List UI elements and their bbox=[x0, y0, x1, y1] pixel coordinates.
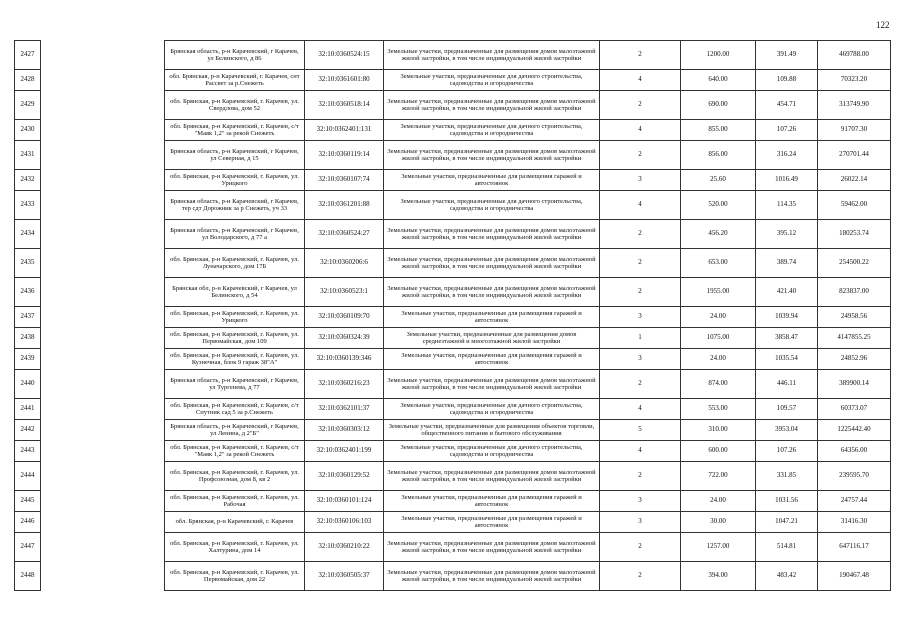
blank-cell bbox=[41, 399, 165, 420]
cadastral-value-cell: 469788.00 bbox=[818, 41, 891, 70]
group-cell: 3 bbox=[600, 349, 681, 370]
land-purpose-cell: Земельные участки, предназначенные для размещения домов малоэтажной жилой застройки, в том числе индивидуальной жилой застройки bbox=[384, 278, 600, 307]
cadastral-number-cell: 32:10:0360129:52 bbox=[305, 462, 384, 491]
group-cell: 3 bbox=[600, 170, 681, 191]
address-cell: Брянская область, р-н Карачевский, г Карачев, ул Белинского, д 86 bbox=[165, 41, 305, 70]
table-row bbox=[15, 370, 891, 399]
address-cell: обл. Брянская, р-н Карачевский, г. Карачев, ул. Урицкого bbox=[165, 307, 305, 328]
table-row bbox=[15, 120, 891, 141]
cadastral-number-cell: 32:10:0360505:37 bbox=[305, 562, 384, 591]
cadastral-number-cell: 32:10:0360107:74 bbox=[305, 170, 384, 191]
area-cell: 690.00 bbox=[681, 91, 756, 120]
cadastral-value-cell: 64356.00 bbox=[818, 441, 891, 462]
table-row bbox=[15, 533, 891, 562]
table-row bbox=[15, 399, 891, 420]
cadastral-value-cell: 26022.14 bbox=[818, 170, 891, 191]
address-cell: обл. Брянская, р-н Карачевский, г. Карачев, ул. Халтурина, дом 14 bbox=[165, 533, 305, 562]
group-cell: 4 bbox=[600, 399, 681, 420]
land-purpose-cell: Земельные участки, предназначенные для размещения гаражей и автостоянок bbox=[384, 307, 600, 328]
area-cell: 1075.00 bbox=[681, 328, 756, 349]
cadastral-number-cell: 32:10:0360109:70 bbox=[305, 307, 384, 328]
cadastral-value-cell: 270701.44 bbox=[818, 141, 891, 170]
group-cell: 5 bbox=[600, 420, 681, 441]
group-cell: 2 bbox=[600, 141, 681, 170]
cadastral-value-cell: 180253.74 bbox=[818, 220, 891, 249]
cadastral-number-cell: 32:10:0360524:15 bbox=[305, 41, 384, 70]
land-purpose-cell: Земельные участки, предназначенные для размещения домов малоэтажной жилой застройки, в том числе индивидуальной жилой застройки bbox=[384, 370, 600, 399]
land-purpose-cell: Земельные участки, предназначенные для размещения гаражей и автостоянок bbox=[384, 512, 600, 533]
table-row bbox=[15, 220, 891, 249]
address-cell: обл. Брянская, р-н Карачевский, г. Карачев, с/т Спутник сад 5 за р.Снежеть bbox=[165, 399, 305, 420]
group-cell: 2 bbox=[600, 249, 681, 278]
row-number: 2428 bbox=[15, 70, 41, 91]
blank-cell bbox=[41, 120, 165, 141]
blank-cell bbox=[41, 349, 165, 370]
land-purpose-cell: Земельные участки, предназначенные для размещения домов малоэтажной жилой застройки, в том числе индивидуальной жилой застройки bbox=[384, 462, 600, 491]
table-row bbox=[15, 562, 891, 591]
area-cell: 24.00 bbox=[681, 307, 756, 328]
address-cell: обл. Брянская, р-н Карачевский, г. Карачев, с/т "Маяк 1,2" за рекой Снежеть bbox=[165, 441, 305, 462]
blank-cell bbox=[41, 512, 165, 533]
blank-cell bbox=[41, 170, 165, 191]
land-purpose-cell: Земельные участки, предназначенные для дачного строительства, садоводства и огородничества bbox=[384, 399, 600, 420]
specific-value-cell: 316.24 bbox=[756, 141, 818, 170]
area-cell: 722.00 bbox=[681, 462, 756, 491]
specific-value-cell: 391.49 bbox=[756, 41, 818, 70]
specific-value-cell: 454.71 bbox=[756, 91, 818, 120]
land-purpose-cell: Земельные участки, предназначенные для дачного строительства, садоводства и огородничества bbox=[384, 191, 600, 220]
area-cell: 520.00 bbox=[681, 191, 756, 220]
row-number: 2440 bbox=[15, 370, 41, 399]
cadastral-number-cell: 32:10:0360119:14 bbox=[305, 141, 384, 170]
group-cell: 4 bbox=[600, 120, 681, 141]
address-cell: обл. Брянская, р-н Карачевский, г. Карачев, ул. Луначарского, дом 17Б bbox=[165, 249, 305, 278]
blank-cell bbox=[41, 41, 165, 70]
specific-value-cell: 1035.54 bbox=[756, 349, 818, 370]
cadastral-value-cell: 647116.17 bbox=[818, 533, 891, 562]
group-cell: 2 bbox=[600, 278, 681, 307]
cadastral-number-cell: 32:10:0360210:22 bbox=[305, 533, 384, 562]
table-row bbox=[15, 249, 891, 278]
specific-value-cell: 1047.21 bbox=[756, 512, 818, 533]
row-number: 2446 bbox=[15, 512, 41, 533]
address-cell: Брянская область, р-н Карачевский, г Карачев, ул Тургенева, д 77 bbox=[165, 370, 305, 399]
table-row bbox=[15, 141, 891, 170]
group-cell: 2 bbox=[600, 220, 681, 249]
address-cell: Брянская область, р-н Карачевский, г Карачев, ул Ленина, д 2"Б" bbox=[165, 420, 305, 441]
row-number: 2429 bbox=[15, 91, 41, 120]
table-row bbox=[15, 70, 891, 91]
group-cell: 2 bbox=[600, 462, 681, 491]
blank-cell bbox=[41, 491, 165, 512]
address-cell: обл. Брянская, р-н Карачевский, г. Карачев, с/т "Маяк 1,2" за рекой Снежеть bbox=[165, 120, 305, 141]
area-cell: 874.00 bbox=[681, 370, 756, 399]
address-cell: обл. Брянская, р-н Карачевский, г. Карачев, ул. Рабочая bbox=[165, 491, 305, 512]
blank-cell bbox=[41, 370, 165, 399]
cadastral-value-cell: 239595.70 bbox=[818, 462, 891, 491]
blank-cell bbox=[41, 220, 165, 249]
area-cell: 600.00 bbox=[681, 441, 756, 462]
address-cell: Брянская область, р-н Карачевский, г Карачев, ул Володарского, д 77 а bbox=[165, 220, 305, 249]
land-purpose-cell: Земельные участки, предназначенные для дачного строительства, садоводства и огородничества bbox=[384, 441, 600, 462]
area-cell: 653.00 bbox=[681, 249, 756, 278]
cadastral-number-cell: 32:10:0360216:23 bbox=[305, 370, 384, 399]
area-cell: 310.00 bbox=[681, 420, 756, 441]
blank-cell bbox=[41, 462, 165, 491]
cadastral-value-cell: 24757.44 bbox=[818, 491, 891, 512]
specific-value-cell: 421.40 bbox=[756, 278, 818, 307]
group-cell: 4 bbox=[600, 191, 681, 220]
specific-value-cell: 1031.56 bbox=[756, 491, 818, 512]
row-number: 2443 bbox=[15, 441, 41, 462]
cadastral-number-cell: 32:10:0360523:1 bbox=[305, 278, 384, 307]
cadastral-number-cell: 32:10:0360303:12 bbox=[305, 420, 384, 441]
land-purpose-cell: Земельные участки, предназначенные для размещения гаражей и автостоянок bbox=[384, 491, 600, 512]
area-cell: 640.00 bbox=[681, 70, 756, 91]
table-row bbox=[15, 170, 891, 191]
group-cell: 4 bbox=[600, 441, 681, 462]
table-row bbox=[15, 307, 891, 328]
address-cell: обл. Брянская, р-н Карачевский, г. Карачев, снт Рассвет за р.Снежеть bbox=[165, 70, 305, 91]
blank-cell bbox=[41, 328, 165, 349]
row-number: 2448 bbox=[15, 562, 41, 591]
land-purpose-cell: Земельные участки, предназначенные для размещения домов малоэтажной жилой застройки, в том числе индивидуальной жилой застройки bbox=[384, 141, 600, 170]
land-purpose-cell: Земельные участки, предназначенные для размещения домов малоэтажной жилой застройки, в том числе индивидуальной жилой застройки bbox=[384, 220, 600, 249]
cadastral-number-cell: 32:10:0362401:131 bbox=[305, 120, 384, 141]
area-cell: 456.20 bbox=[681, 220, 756, 249]
table-body bbox=[15, 41, 891, 591]
specific-value-cell: 389.74 bbox=[756, 249, 818, 278]
land-purpose-cell: Земельные участки, предназначенные для размещения домов малоэтажной жилой застройки, в том числе индивидуальной жилой застройки bbox=[384, 249, 600, 278]
cadastral-number-cell: 32:10:0360139:346 bbox=[305, 349, 384, 370]
blank-cell bbox=[41, 307, 165, 328]
land-purpose-cell: Земельные участки, предназначенные для размещения домов малоэтажной жилой застройки, в том числе индивидуальной жилой застройки bbox=[384, 91, 600, 120]
group-cell: 3 bbox=[600, 491, 681, 512]
land-purpose-cell: Земельные участки, предназначенные для размещения домов малоэтажной жилой застройки, в том числе индивидуальной жилой застройки bbox=[384, 533, 600, 562]
row-number: 2435 bbox=[15, 249, 41, 278]
table-row bbox=[15, 512, 891, 533]
area-cell: 553.00 bbox=[681, 399, 756, 420]
cadastral-value-cell: 1225442.40 bbox=[818, 420, 891, 441]
group-cell: 1 bbox=[600, 328, 681, 349]
table-row bbox=[15, 462, 891, 491]
land-purpose-cell: Земельные участки, предназначенные для дачного строительства, садоводства и огородничества bbox=[384, 120, 600, 141]
land-purpose-cell: Земельные участки, предназначенные для размещения домов малоэтажной жилой застройки, в том числе индивидуальной жилой застройки bbox=[384, 562, 600, 591]
address-cell: Брянская область, р-н Карачевский, г Карачев, тер сдт Дорожник за р Снежеть, уч 33 bbox=[165, 191, 305, 220]
cadastral-value-cell: 389900.14 bbox=[818, 370, 891, 399]
area-cell: 1955.00 bbox=[681, 278, 756, 307]
blank-cell bbox=[41, 562, 165, 591]
specific-value-cell: 514.81 bbox=[756, 533, 818, 562]
table-row bbox=[15, 491, 891, 512]
cadastral-value-cell: 254500.22 bbox=[818, 249, 891, 278]
cadastral-value-cell: 24852.96 bbox=[818, 349, 891, 370]
address-cell: обл. Брянская, р-н Карачевский, г. Карачев bbox=[165, 512, 305, 533]
row-number: 2431 bbox=[15, 141, 41, 170]
cadastral-number-cell: 32:10:0361601:80 bbox=[305, 70, 384, 91]
land-purpose-cell: Земельные участки, предназначенные для размещения объектов торговли, общественного питания и бытового обслуживания bbox=[384, 420, 600, 441]
cadastral-value-cell: 60373.07 bbox=[818, 399, 891, 420]
cadastral-value-cell: 70323.20 bbox=[818, 70, 891, 91]
area-cell: 30.00 bbox=[681, 512, 756, 533]
address-cell: обл. Брянская, р-н Карачевский, г. Карачев, ул. Профсоюзная, дом 8, кв 2 bbox=[165, 462, 305, 491]
specific-value-cell: 331.85 bbox=[756, 462, 818, 491]
cadastral-number-cell: 32:10:0360101:124 bbox=[305, 491, 384, 512]
cadastral-number-cell: 32:10:0360518:14 bbox=[305, 91, 384, 120]
cadastral-number-cell: 32:10:0360324:39 bbox=[305, 328, 384, 349]
address-cell: обл. Брянская, р-н Карачевский, г. Карачев, ул. Кузнечная, блок 9 гараж 38"А" bbox=[165, 349, 305, 370]
specific-value-cell: 109.88 bbox=[756, 70, 818, 91]
table-row bbox=[15, 328, 891, 349]
cadastral-number-cell: 32:10:0360206:6 bbox=[305, 249, 384, 278]
cadastral-number-cell: 32:10:0360524:27 bbox=[305, 220, 384, 249]
row-number: 2432 bbox=[15, 170, 41, 191]
row-number: 2441 bbox=[15, 399, 41, 420]
address-cell: Брянская обл, р-н Карачевский, г Карачев, ул Белинского, д 54 bbox=[165, 278, 305, 307]
blank-cell bbox=[41, 191, 165, 220]
blank-cell bbox=[41, 249, 165, 278]
specific-value-cell: 395.12 bbox=[756, 220, 818, 249]
table-row bbox=[15, 441, 891, 462]
blank-cell bbox=[41, 70, 165, 91]
cadastral-value-cell: 59462.00 bbox=[818, 191, 891, 220]
row-number: 2444 bbox=[15, 462, 41, 491]
group-cell: 4 bbox=[600, 70, 681, 91]
specific-value-cell: 114.35 bbox=[756, 191, 818, 220]
cadastral-value-cell: 823837.00 bbox=[818, 278, 891, 307]
row-number: 2436 bbox=[15, 278, 41, 307]
row-number: 2430 bbox=[15, 120, 41, 141]
blank-cell bbox=[41, 441, 165, 462]
land-purpose-cell: Земельные участки, предназначенные для размещения домов малоэтажной жилой застройки, в том числе индивидуальной жилой застройки bbox=[384, 41, 600, 70]
blank-cell bbox=[41, 141, 165, 170]
specific-value-cell: 107.26 bbox=[756, 441, 818, 462]
cadastral-value-cell: 91707.30 bbox=[818, 120, 891, 141]
land-purpose-cell: Земельные участки, предназначенные для размещения гаражей и автостоянок bbox=[384, 349, 600, 370]
row-number: 2438 bbox=[15, 328, 41, 349]
table-row bbox=[15, 91, 891, 120]
area-cell: 856.00 bbox=[681, 141, 756, 170]
group-cell: 3 bbox=[600, 307, 681, 328]
area-cell: 24.00 bbox=[681, 491, 756, 512]
specific-value-cell: 3858.47 bbox=[756, 328, 818, 349]
group-cell: 2 bbox=[600, 91, 681, 120]
cadastral-number-cell: 32:10:0362401:199 bbox=[305, 441, 384, 462]
group-cell: 2 bbox=[600, 370, 681, 399]
area-cell: 25.60 bbox=[681, 170, 756, 191]
group-cell: 3 bbox=[600, 512, 681, 533]
specific-value-cell: 483.42 bbox=[756, 562, 818, 591]
area-cell: 1257.00 bbox=[681, 533, 756, 562]
area-cell: 24.00 bbox=[681, 349, 756, 370]
land-purpose-cell: Земельные участки, предназначенные для дачного строительства, садоводства и огородничества bbox=[384, 70, 600, 91]
table-row bbox=[15, 191, 891, 220]
page-number: 122 bbox=[876, 20, 890, 30]
table-row bbox=[15, 41, 891, 70]
table-row bbox=[15, 278, 891, 307]
row-number: 2439 bbox=[15, 349, 41, 370]
cadastral-value-table bbox=[14, 40, 891, 591]
land-purpose-cell: Земельные участки, предназначенные для размещения домов среднеэтажной и многоэтажной жилой застройки bbox=[384, 328, 600, 349]
row-number: 2447 bbox=[15, 533, 41, 562]
row-number: 2437 bbox=[15, 307, 41, 328]
cadastral-value-cell: 24958.56 bbox=[818, 307, 891, 328]
row-number: 2445 bbox=[15, 491, 41, 512]
specific-value-cell: 1016.49 bbox=[756, 170, 818, 191]
blank-cell bbox=[41, 91, 165, 120]
blank-cell bbox=[41, 420, 165, 441]
land-purpose-cell: Земельные участки, предназначенные для размещения гаражей и автостоянок bbox=[384, 170, 600, 191]
group-cell: 2 bbox=[600, 562, 681, 591]
address-cell: обл. Брянская, р-н Карачевский, г. Карачев, ул. Свердлова, дом 52 bbox=[165, 91, 305, 120]
cadastral-value-cell: 4147855.25 bbox=[818, 328, 891, 349]
cadastral-value-cell: 313749.90 bbox=[818, 91, 891, 120]
table-row bbox=[15, 349, 891, 370]
group-cell: 2 bbox=[600, 533, 681, 562]
blank-cell bbox=[41, 533, 165, 562]
cadastral-number-cell: 32:10:0362101:37 bbox=[305, 399, 384, 420]
cadastral-value-cell: 190467.48 bbox=[818, 562, 891, 591]
blank-cell bbox=[41, 278, 165, 307]
specific-value-cell: 3953.04 bbox=[756, 420, 818, 441]
address-cell: обл. Брянская, р-н Карачевский, г. Карачев, ул. Урицкого bbox=[165, 170, 305, 191]
row-number: 2433 bbox=[15, 191, 41, 220]
specific-value-cell: 107.26 bbox=[756, 120, 818, 141]
cadastral-number-cell: 32:10:0360106:103 bbox=[305, 512, 384, 533]
address-cell: Брянская область, р-н Карачевский, г Карачев, ул Северная, д 15 bbox=[165, 141, 305, 170]
row-number: 2434 bbox=[15, 220, 41, 249]
row-number: 2427 bbox=[15, 41, 41, 70]
area-cell: 1200.00 bbox=[681, 41, 756, 70]
table-row bbox=[15, 420, 891, 441]
area-cell: 855.00 bbox=[681, 120, 756, 141]
row-number: 2442 bbox=[15, 420, 41, 441]
area-cell: 394.00 bbox=[681, 562, 756, 591]
specific-value-cell: 1039.94 bbox=[756, 307, 818, 328]
group-cell: 2 bbox=[600, 41, 681, 70]
cadastral-value-cell: 31416.30 bbox=[818, 512, 891, 533]
address-cell: обл. Брянская, р-н Карачевский, г. Карачев, ул. Первомайская, дом 109 bbox=[165, 328, 305, 349]
specific-value-cell: 446.11 bbox=[756, 370, 818, 399]
cadastral-number-cell: 32:10:0361201:88 bbox=[305, 191, 384, 220]
address-cell: обл. Брянская, р-н Карачевский, г. Карачев, ул. Первомайская, дом 22 bbox=[165, 562, 305, 591]
specific-value-cell: 109.57 bbox=[756, 399, 818, 420]
